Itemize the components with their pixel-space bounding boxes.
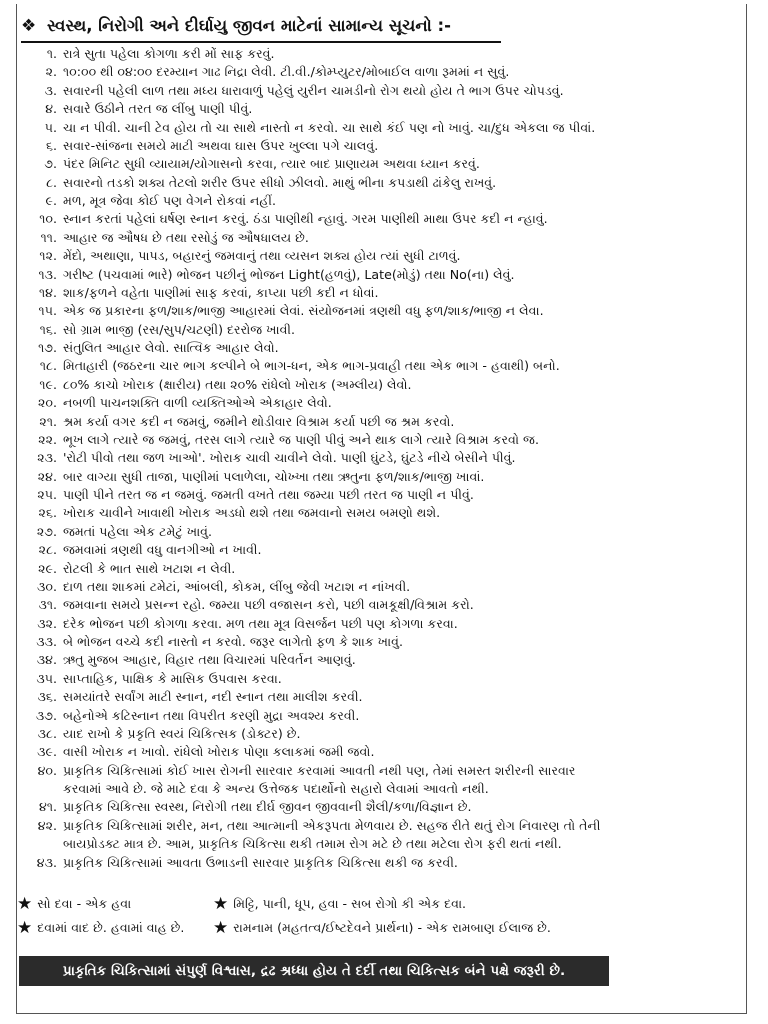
item-text: મિતાહારી (જઠરના ચાર ભાગ કલ્પીને બે ભાગ-ધન, એક ભાગ-પ્રવાહી તથા એક ભાગ - હવાથી) બનો. bbox=[63, 358, 560, 374]
list-item bbox=[17, 119, 746, 137]
list-item bbox=[17, 431, 746, 449]
item-text: સંતુલિત આહાર લેવો. સાત્વિક આહાર લેવો. bbox=[63, 340, 279, 355]
item-number: ૨૫. bbox=[37, 487, 57, 502]
item-text: જમવામાં ત્રણથી વધુ વાનગીઓ ન ખાવી. bbox=[63, 542, 262, 558]
item-number: ૮. bbox=[46, 174, 57, 190]
item-text: યાદ રાખો કે પ્રકૃતિ સ્વયં ચિકિત્સક (ડોક્ટર) છે. bbox=[63, 725, 301, 741]
item-text-continued: બાયપ્રોડક્ટ માત્ર છે. આમ, પ્રાકૃતિક ચિકિત્સા થકી તમામ રોગ મટે છે તથા મટેલા રોગ ફરી થતાં નથી. bbox=[63, 836, 562, 852]
item-number: ૪૦. bbox=[37, 762, 57, 778]
bottom-banner bbox=[19, 956, 609, 986]
list-item bbox=[17, 486, 746, 504]
item-text: દાળ તથા શાકમાં ટમેટાં, આંબલી, કોકમ, લીંબુ જેવી ખટાશ ન નાંખવી. bbox=[63, 578, 411, 594]
slogan-text: મિટ્ટિ, પાની, ધૂપ, હવા - સબ રોગો કી એક દવા. bbox=[233, 896, 467, 911]
item-text: પ્રાકૃતિક ચિકિત્સામાં કોઈ ખાસ રોગની સારવાર કરવામાં આવતી નથી પણ, તેમાં સમસ્ત શરીરની સારવાર bbox=[63, 762, 576, 778]
item-number: ૬. bbox=[45, 137, 57, 153]
item-text: ગરીષ્ટ (પચવામાં ભારે) ભોજન પછીનું ભોજન Light(હળવું), Late(મોડું) તથા No(ના) લેવું. bbox=[63, 266, 515, 282]
item-number: ૩૬. bbox=[37, 689, 57, 705]
item-number: ૪૨. bbox=[37, 817, 57, 833]
list-item bbox=[17, 229, 746, 247]
item-text: રાત્રે સુતા પહેલા કોગળા કરી મોં સાફ કરવું. bbox=[63, 46, 275, 61]
item-text: શ્રમ કર્યા વગર કદી ન જમવું, જમીને થોડીવાર વિશ્રામ કર્યા પછી જ શ્રમ કરવો. bbox=[63, 413, 455, 429]
list-item bbox=[17, 817, 746, 835]
item-text: ભૂખ લાગે ત્યારે જ જમવું, તરસ લાગે ત્યારે જ પાણી પીવું અને થાક લાગે ત્યારે વિશ્રામ કરવો જ. bbox=[63, 431, 539, 447]
list-item bbox=[17, 357, 746, 375]
item-text: પંદર મિનિટ સુધી વ્યાયામ/યોગાસનો કરવા, ત્યાર બાદ પ્રાણાયમ અથવા ધ્યાન કરવું. bbox=[63, 156, 480, 172]
item-number: ૩૮. bbox=[37, 725, 57, 741]
item-number: ૧૨. bbox=[39, 248, 57, 264]
list-item bbox=[17, 633, 746, 651]
item-text: પાણી પીને તરત જ ન જમવું. જમતી વખતે તથા જમ્યા પછી તરત જ પાણી ન પીવું. bbox=[63, 487, 474, 502]
item-number: ૩૧. bbox=[38, 597, 57, 613]
star-icon: ★ bbox=[213, 918, 229, 938]
item-number: ૧૮. bbox=[39, 358, 57, 374]
slogan bbox=[213, 894, 466, 914]
list-item bbox=[17, 82, 746, 100]
item-text: સો ગ્રામ ભાજી (રસ/સુપ/ચટણી) દરરોજ ખાવી. bbox=[63, 321, 296, 337]
list-item bbox=[17, 100, 746, 118]
list-item bbox=[17, 413, 746, 431]
item-text: 'રોટી પીવો તથા જળ ખાઓ'. ખોરાક ચાવી ચાવીને લેવો. પાણી ઘુંટડે, ઘુંટડે નીચે બેસીને પીવું. bbox=[63, 450, 516, 466]
list-item bbox=[17, 560, 746, 578]
list-item bbox=[17, 615, 746, 633]
item-text: સમયાંતરે સર્વાંગ માટી સ્નાન, નદી સ્નાન તથા માલીશ કરવી. bbox=[63, 689, 363, 705]
list-item bbox=[17, 45, 746, 63]
list-item bbox=[17, 137, 746, 155]
item-number: ૩૦. bbox=[37, 578, 57, 594]
health-tips-page bbox=[16, 4, 747, 1014]
item-number: ૩૨. bbox=[37, 615, 57, 631]
list-item bbox=[17, 339, 746, 357]
item-number: ૩૪. bbox=[36, 652, 57, 668]
item-number: ૨૦. bbox=[38, 395, 57, 411]
item-text: દરેક ભોજન પછી કોગળા કરવા. મળ તથા મૂત્ર વિસર્જન પછી પણ કોગળા કરવા. bbox=[63, 615, 458, 631]
list-item bbox=[17, 468, 746, 486]
star-icon: ★ bbox=[17, 918, 33, 938]
item-text: મેંદો, અથાણા, પાપડ, બહારનું જમવાનું તથા વ્યસન શક્ય હોય ત્યાં સુધી ટાળવું. bbox=[63, 248, 461, 264]
item-number: ૩. bbox=[44, 82, 57, 98]
list-item bbox=[17, 174, 746, 192]
list-item bbox=[17, 247, 746, 265]
item-text: પ્રાકૃતિક ચિકિત્સા સ્વસ્થ, નિરોગી તથા દીર્ઘ જીવન જીવવાની શૈલી/કળા/વિજ્ઞાન છે. bbox=[63, 799, 472, 815]
item-text: ૧૦:૦૦ થી ૦૪:૦૦ દરમ્યાન ગાઢ નિદ્રા લેવી. ટી.વી./કોમ્પ્યુટર/મોબાઈલ વાળા રૂમમાં ન સુવું. bbox=[63, 64, 510, 80]
item-text: સવારે ઉઠીને તરત જ લીંબુ પાણી પીવું. bbox=[63, 101, 253, 117]
item-text: બે ભોજન વચ્ચે કદી નાસ્તો ન કરવો. જરૂર લાગેતો ફળ કે શાક ખાવું. bbox=[63, 634, 403, 649]
slogan bbox=[213, 918, 551, 938]
slogan-text: રામનામ (મહતત્વ/ઈષ્ટદેવને પ્રાર્થના) - એક રામબાણ ઈલાજ છે. bbox=[233, 920, 551, 935]
diamond-flower-icon: ❖ bbox=[21, 16, 37, 36]
slogan bbox=[17, 894, 131, 914]
item-text: ઋતુ મુજબ આહાર, વિહાર તથા વિચારમાં પરિવર્તન આણવું. bbox=[63, 652, 356, 668]
item-number: ૨૨. bbox=[38, 431, 57, 447]
star-icon: ★ bbox=[17, 894, 33, 914]
item-number: ૧૭. bbox=[38, 340, 57, 355]
item-number: ૧૬. bbox=[39, 321, 57, 337]
title-underline bbox=[21, 41, 501, 43]
item-number: ૨૬. bbox=[38, 505, 57, 521]
page-title: સ્વસ્થ, નિરોગી અને દીર્ઘાયુ જીવન માટેનાં સામાન્ય સૂચનો :- bbox=[47, 16, 451, 35]
tips-list bbox=[17, 45, 746, 872]
slogan-text: સો દવા - એક હવા bbox=[37, 896, 132, 911]
slogan-row bbox=[17, 916, 746, 940]
item-number: ૫. bbox=[44, 119, 57, 135]
list-item bbox=[17, 762, 746, 780]
item-number: ૨૭. bbox=[36, 523, 57, 539]
item-number: ૩૭. bbox=[35, 707, 57, 723]
item-text: પ્રાકૃતિક ચિકિત્સામાં આવતા ઉભાડની સારવાર પ્રાકૃતિક ચિકિત્સા થકી જ કરવી. bbox=[63, 854, 458, 870]
list-item bbox=[17, 321, 746, 339]
list-item bbox=[17, 192, 746, 210]
item-number: ૧૩. bbox=[38, 266, 57, 282]
item-text: રોટલી કે ભાત સાથે ખટાશ ન લેવી. bbox=[63, 560, 236, 576]
list-item-continuation bbox=[17, 835, 746, 853]
list-item bbox=[17, 210, 746, 228]
list-item-continuation bbox=[17, 780, 746, 798]
item-number: ૪. bbox=[45, 101, 57, 117]
slogan-text: દવામાં વાદ છે. હવામાં વાહ છે. bbox=[37, 920, 185, 935]
list-item bbox=[17, 541, 746, 559]
item-text: પ્રાકૃતિક ચિકિત્સામાં શરીર, મન, તથા આત્માની એકરૂપતા મેળવાય છે. સહજ રીતે થતું રોગ નિવારણ તો તેની bbox=[63, 817, 601, 833]
item-text: ખોરાક ચાવીને ખાવાથી ખોરાક અડધો થશે તથા જમવાનો સમય બમણો થશે. bbox=[63, 505, 441, 521]
list-item bbox=[17, 449, 746, 467]
item-text: સવારની પહેલી લાળ તથા મધ્ય ધારાવાળું પહેલું યુરીન ચામડીનો રોગ થયો હોય તે ભાગ ઉપર ચોપડવું. bbox=[63, 82, 564, 98]
item-text: ૮૦% કાચો ખોરાક (ક્ષારીય) તથા ૨૦% રાંધેલો ખોરાક (અમ્લીય) લેવો. bbox=[63, 376, 412, 392]
list-item bbox=[17, 854, 746, 872]
slogan bbox=[17, 918, 184, 938]
list-item bbox=[17, 504, 746, 522]
item-text: સાપ્તાહિક, પાક્ષિક કે માસિક ઉપવાસ કરવા. bbox=[63, 670, 282, 686]
item-number: ૨૪. bbox=[37, 468, 57, 484]
item-number: ૧. bbox=[46, 46, 57, 61]
list-item bbox=[17, 394, 746, 412]
item-number: ૧૫. bbox=[38, 303, 57, 319]
item-text: બહેનોએ કટિસ્નાન તથા વિપરીત કરણી મુદ્રા અવશ્ય કરવી. bbox=[63, 707, 360, 723]
item-text: આહાર જ ઔષધ છે તથા રસોડું જ ઔષધાલય છે. bbox=[63, 229, 309, 245]
item-number: ૨૩. bbox=[37, 450, 57, 466]
list-item bbox=[17, 578, 746, 596]
item-text: સ્નાન કરતાં પહેલાં ઘર્ષણ સ્નાન કરવું. ઠંડા પાણીથી ન્હાવું. ગરમ પાણીથી માથા ઉપર કદી ન ન્હાવું. bbox=[63, 211, 548, 227]
banner-text: પ્રાકૃતિક ચિકિત્સામાં સંપુર્ણ વિશ્વાસ, દ્રઢ શ્રધ્ધા હોય તે દર્દી તથા ચિકિત્સક બંને પક્ષે જરૂરી છે. bbox=[62, 963, 566, 979]
list-item bbox=[17, 725, 746, 743]
list-item bbox=[17, 651, 746, 669]
item-text: સવારનો તડકો શક્ય તેટલો શરીર ઉપર સીધો ઝીલવો. માથું ભીના કપડાથી ઢાંકેલુ રાખવું. bbox=[63, 174, 497, 190]
list-item bbox=[17, 302, 746, 320]
item-number: ૩૯. bbox=[37, 744, 57, 760]
list-item bbox=[17, 155, 746, 173]
list-item bbox=[17, 63, 746, 81]
slogans bbox=[17, 892, 746, 940]
item-number: ૨૯. bbox=[38, 560, 57, 576]
item-text: જમતાં પહેલા એક ટમેટું ખાવું. bbox=[63, 523, 213, 539]
list-item bbox=[17, 596, 746, 614]
item-text: સવાર-સાંજના સમયે માટી અથવા ઘાસ ઉપર ખુલ્લા પગે ચાલવું. bbox=[63, 137, 379, 153]
item-text: વાસી ખોરાક ન ખાવો. રાંધેલો ખોરાક પોણા કલાકમાં જમી જવો. bbox=[63, 744, 375, 760]
slogan-row bbox=[17, 892, 746, 916]
item-number: ૨૮. bbox=[38, 542, 57, 558]
item-number: ૪૩. bbox=[36, 854, 57, 870]
item-text: ચા ન પીવી. ચાની ટેવ હોય તો ચા સાથે નાસ્તો ન કરવો. ચા સાથે કંઈ પણ નો ખાવું. ચા/દુધ એકલા જ પીવાં. bbox=[63, 119, 596, 135]
item-text: મળ, મૂત્ર જેવા કોઈ પણ વેગને રોકવાં નહીં. bbox=[63, 193, 276, 208]
item-number: ૩૫. bbox=[36, 670, 57, 686]
item-text: જમવાના સમયે પ્રસન્ન રહો. જમ્યા પછી વજાસન કરો, પછી વામકૂક્ષી/વિશ્રામ કરો. bbox=[63, 597, 474, 613]
item-number: ૩૩. bbox=[36, 634, 57, 649]
item-number: ૪૧. bbox=[39, 799, 57, 815]
item-text: નબળી પાચનશક્તિ વાળી વ્યક્તિઓએ એકાહાર લેવો. bbox=[63, 395, 332, 411]
item-text: એક જ પ્રકારના ફળ/શાક/ભાજી આહારમાં લેવાં. સંયોજનમાં ત્રણથી વધુ ફળ/શાક/ભાજી ન લેવા. bbox=[63, 303, 544, 319]
list-item bbox=[17, 688, 746, 706]
item-number: ૧૯. bbox=[39, 376, 57, 392]
item-text: શાક/ફળને વહેતા પાણીમાં સાફ કરવાં, કાપ્યા પછી કદી ન ધોવાં. bbox=[63, 284, 379, 300]
item-text: બાર વાગ્યા સુધી તાજા, પાણીમાં પલાળેલા, ચોખ્ખા તથા ઋતુના ફળ/શાક/ભાજી ખાવાં. bbox=[63, 468, 485, 484]
item-number: ૧૪. bbox=[39, 284, 57, 300]
list-item bbox=[17, 376, 746, 394]
list-item bbox=[17, 798, 746, 816]
item-number: ૧૧. bbox=[40, 229, 57, 245]
list-item bbox=[17, 743, 746, 761]
item-number: ૧૦. bbox=[39, 211, 57, 227]
list-item bbox=[17, 523, 746, 541]
item-number: ૭. bbox=[44, 156, 57, 172]
list-item bbox=[17, 266, 746, 284]
list-item bbox=[17, 707, 746, 725]
star-icon: ★ bbox=[213, 894, 229, 914]
item-text-continued: કરવામાં આવે છે. જે માટે દવા કે અન્ય ઉત્તેજક પદાર્થોનો સહારો લેવામાં આવતો નથી. bbox=[63, 781, 489, 796]
item-number: ૨. bbox=[45, 64, 57, 80]
item-number: ૨૧. bbox=[39, 413, 57, 429]
header bbox=[21, 10, 501, 42]
list-item bbox=[17, 284, 746, 302]
item-number: ૯. bbox=[45, 193, 57, 208]
list-item bbox=[17, 670, 746, 688]
